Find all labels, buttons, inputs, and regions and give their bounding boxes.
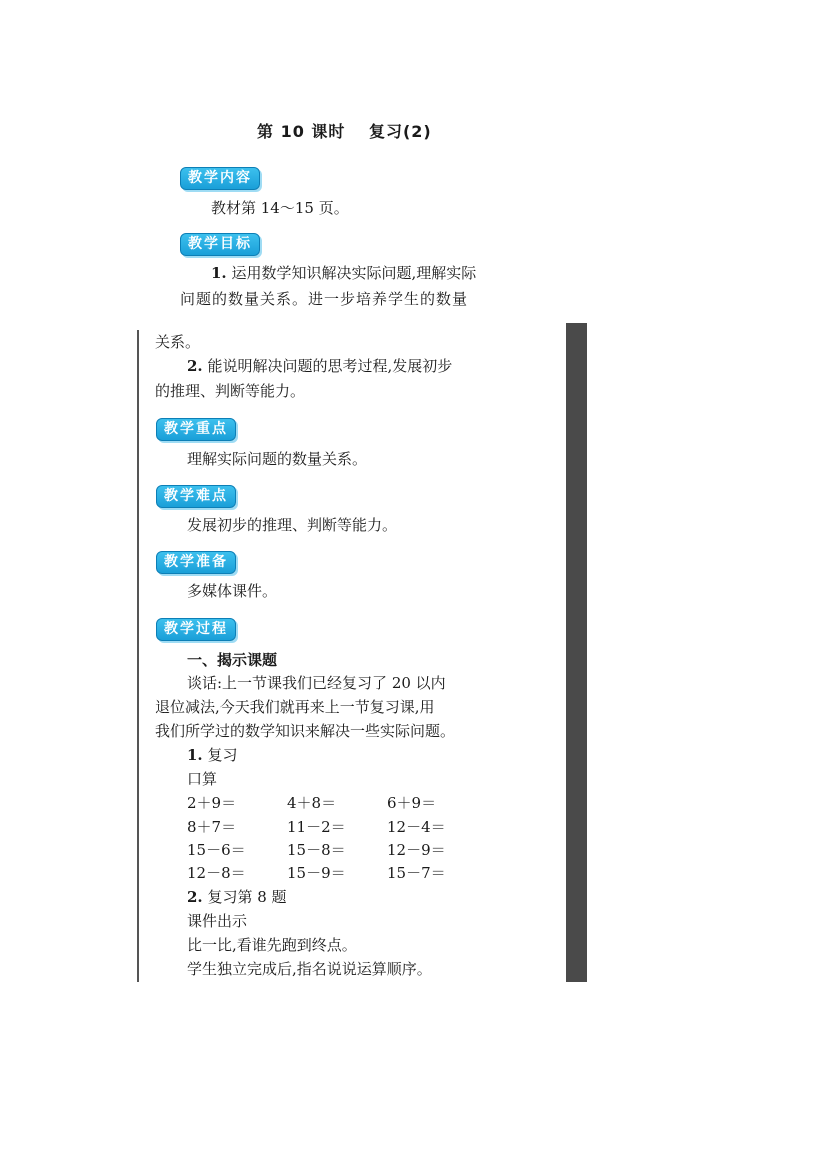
section-1-title: 一、揭示课题	[187, 651, 278, 669]
review-2-heading	[187, 886, 287, 909]
calc-r3-c0: 12－8＝	[187, 864, 246, 882]
calc-r1-c1: 11－2＝	[287, 818, 346, 836]
badge-teaching-goals: 教学目标	[180, 233, 260, 256]
student-line: 学生独立完成后,指名说说运算顺序。	[187, 960, 432, 978]
calc-r1-c2: 12－4＝	[387, 818, 446, 836]
calc-r0-c2: 6＋9＝	[387, 794, 437, 812]
courseware-line: 课件出示	[187, 912, 248, 930]
review-2-number: 2.	[187, 888, 203, 906]
badge-key-points: 教学重点	[156, 418, 236, 441]
goal-1-line-2: 问题的数量关系。进一步培养学生的数量	[180, 290, 469, 308]
goal-1-number: 1.	[211, 264, 227, 282]
difficulty-text: 发展初步的推理、判断等能力。	[187, 516, 398, 534]
talk-line-1: 谈话:上一节课我们已经复习了 20 以内	[187, 674, 446, 692]
review-2-text: 复习第 8 题	[202, 888, 287, 906]
content-text: 教材第 14～15 页。	[211, 199, 349, 217]
compare-line: 比一比,看谁先跑到终点。	[187, 936, 357, 954]
page-right-bar	[566, 323, 587, 982]
calc-r2-c0: 15－6＝	[187, 841, 246, 859]
page-left-rule	[137, 330, 139, 982]
calc-r0-c0: 2＋9＝	[187, 794, 237, 812]
goal-1-text: 运用数学知识解决实际问题,理解实际	[226, 264, 477, 282]
review-1-number: 1.	[187, 746, 203, 764]
goal-2-text: 能说明解决问题的思考过程,发展初步	[202, 357, 453, 375]
badge-process: 教学过程	[156, 618, 236, 641]
prep-text: 多媒体课件。	[187, 582, 278, 600]
calc-r3-c2: 15－7＝	[387, 864, 446, 882]
badge-teaching-content: 教学内容	[180, 167, 260, 190]
goal-2-line-1	[187, 355, 452, 378]
review-1-text: 复习	[202, 746, 238, 764]
goal-1-line-3: 关系。	[155, 333, 201, 351]
calc-r2-c2: 12－9＝	[387, 841, 446, 859]
oral-calc-label: 口算	[187, 770, 218, 788]
badge-preparation: 教学准备	[156, 551, 236, 574]
goal-2-line-2: 的推理、判断等能力。	[155, 382, 306, 400]
calc-r2-c1: 15－8＝	[287, 841, 346, 859]
calc-r3-c1: 15－9＝	[287, 864, 346, 882]
talk-line-3: 我们所学过的数学知识来解决一些实际问题。	[155, 722, 456, 740]
badge-difficulties: 教学难点	[156, 485, 236, 508]
calc-r1-c0: 8＋7＝	[187, 818, 237, 836]
key-text: 理解实际问题的数量关系。	[187, 450, 368, 468]
goal-1-line-1	[211, 262, 476, 285]
review-1-heading	[187, 744, 237, 767]
goal-2-number: 2.	[187, 357, 203, 375]
calc-r0-c1: 4＋8＝	[287, 794, 337, 812]
talk-line-2: 退位减法,今天我们就再来上一节复习课,用	[155, 698, 435, 716]
page-title: 第 10 课时 复习(2)	[257, 122, 432, 141]
